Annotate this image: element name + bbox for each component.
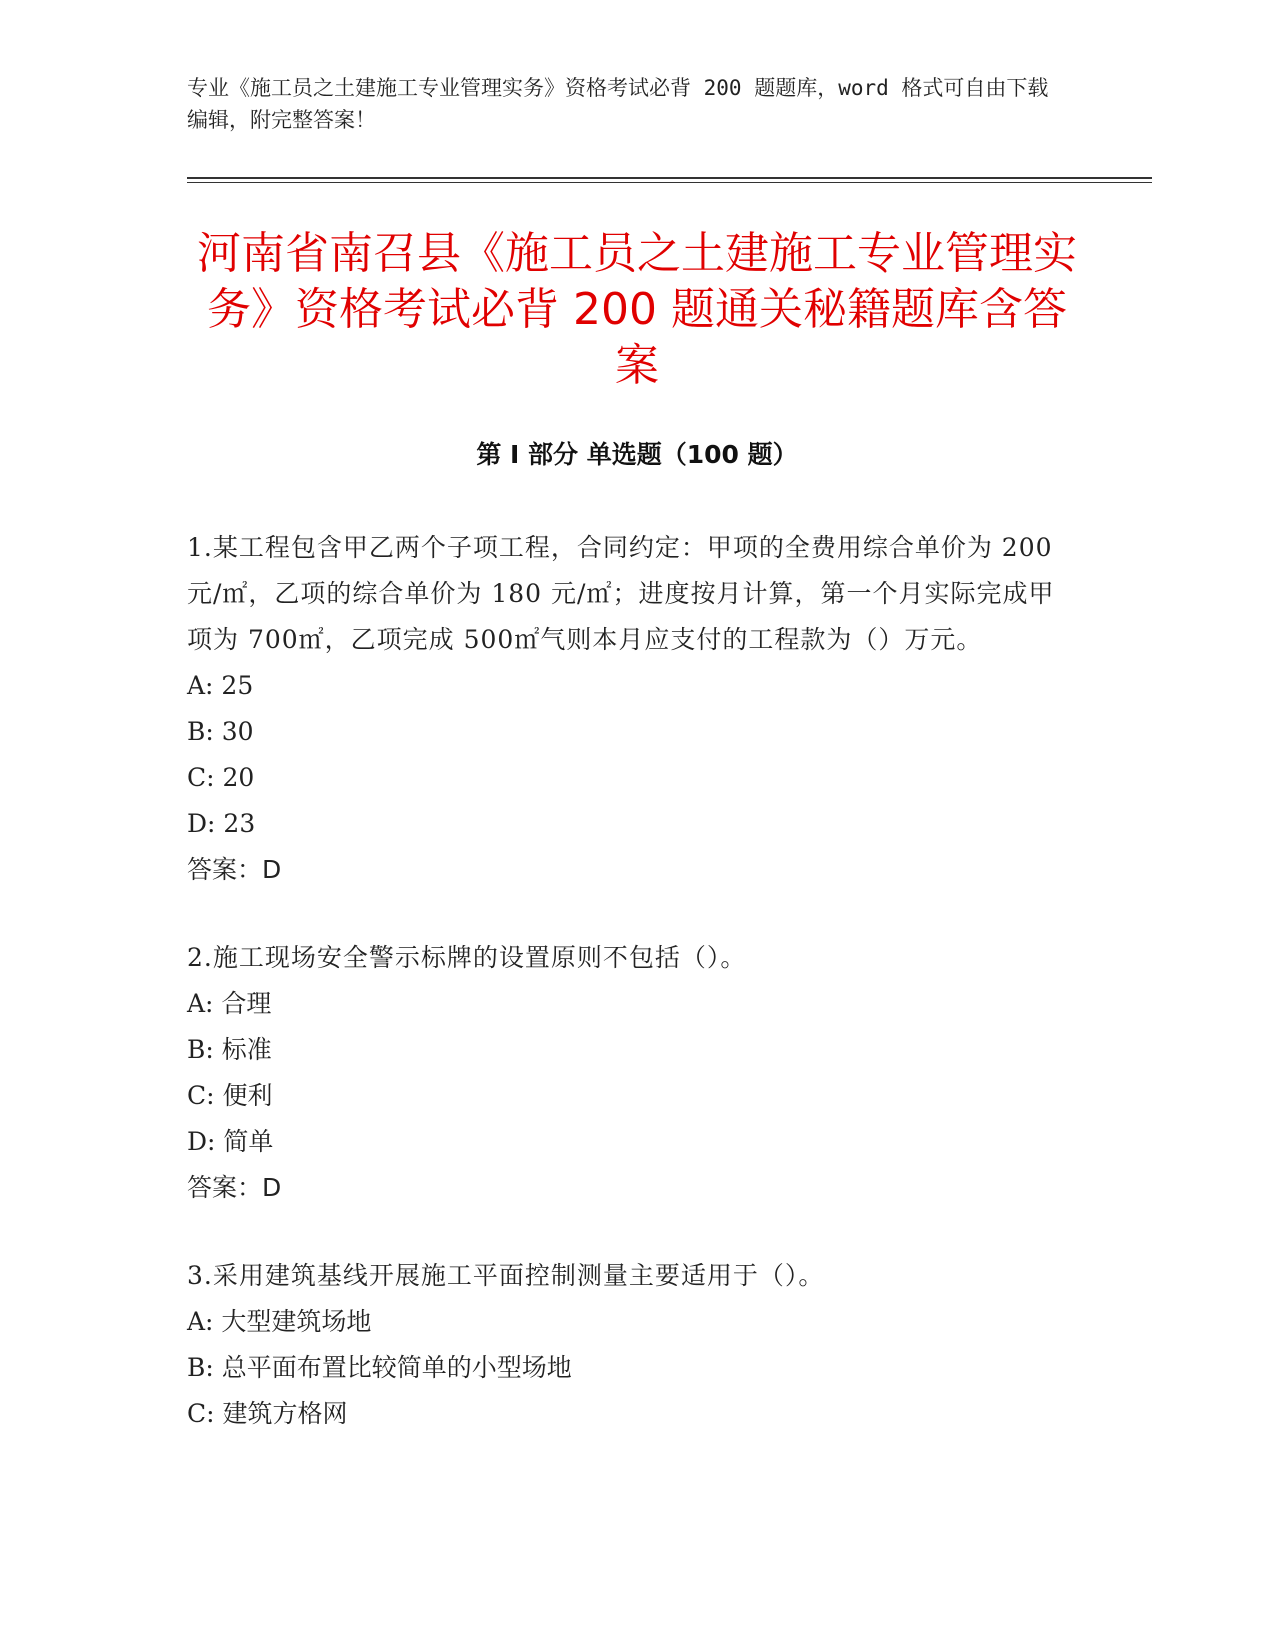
section-title: 第 I 部分 单选题（100 题） bbox=[476, 440, 798, 469]
option-d: D: 23 bbox=[187, 809, 256, 838]
question-list bbox=[187, 525, 1067, 1479]
document-title: 河南省南召县《施工员之土建施工专业管理实务》资格考试必背 200 题通关秘籍题库含答案 bbox=[197, 228, 1077, 391]
question-1 bbox=[187, 525, 1067, 893]
question-3 bbox=[187, 1253, 1067, 1437]
question-stem: 1.某工程包含甲乙两个子项工程，合同约定：甲项的全费用综合单价为 200 元/㎡，乙项的综合单价为 180 元/㎡；进度按月计算，第一个月实际完成甲项为 700㎡，乙项完成 500㎡气则本月应支付的工程款为（）万元。 bbox=[187, 533, 1055, 654]
question-stem: 3.采用建筑基线开展施工平面控制测量主要适用于（）。 bbox=[187, 1261, 825, 1290]
question-stem: 2.施工现场安全警示标牌的设置原则不包括（）。 bbox=[187, 943, 747, 972]
option-c: C: 建筑方格网 bbox=[187, 1399, 348, 1428]
answer-line: 答案：D bbox=[187, 1173, 282, 1202]
option-b: B: 总平面布置比较简单的小型场地 bbox=[187, 1353, 572, 1382]
option-a: A: 合理 bbox=[187, 989, 272, 1018]
answer-line: 答案：D bbox=[187, 855, 282, 884]
header-divider-thin bbox=[187, 182, 1152, 183]
header-note: 专业《施工员之土建施工专业管理实务》资格考试必背 200 题题库，word 格式可自由下载编辑，附完整答案！ bbox=[187, 76, 1049, 132]
option-b: B: 30 bbox=[187, 717, 254, 746]
option-c: C: 便利 bbox=[187, 1081, 273, 1110]
option-d: D: 简单 bbox=[187, 1127, 274, 1156]
option-b: B: 标准 bbox=[187, 1035, 272, 1064]
option-c: C: 20 bbox=[187, 763, 255, 792]
option-a: A: 大型建筑场地 bbox=[187, 1307, 372, 1336]
question-2 bbox=[187, 935, 1067, 1211]
header-divider-thick bbox=[187, 177, 1152, 179]
option-a: A: 25 bbox=[187, 671, 254, 700]
